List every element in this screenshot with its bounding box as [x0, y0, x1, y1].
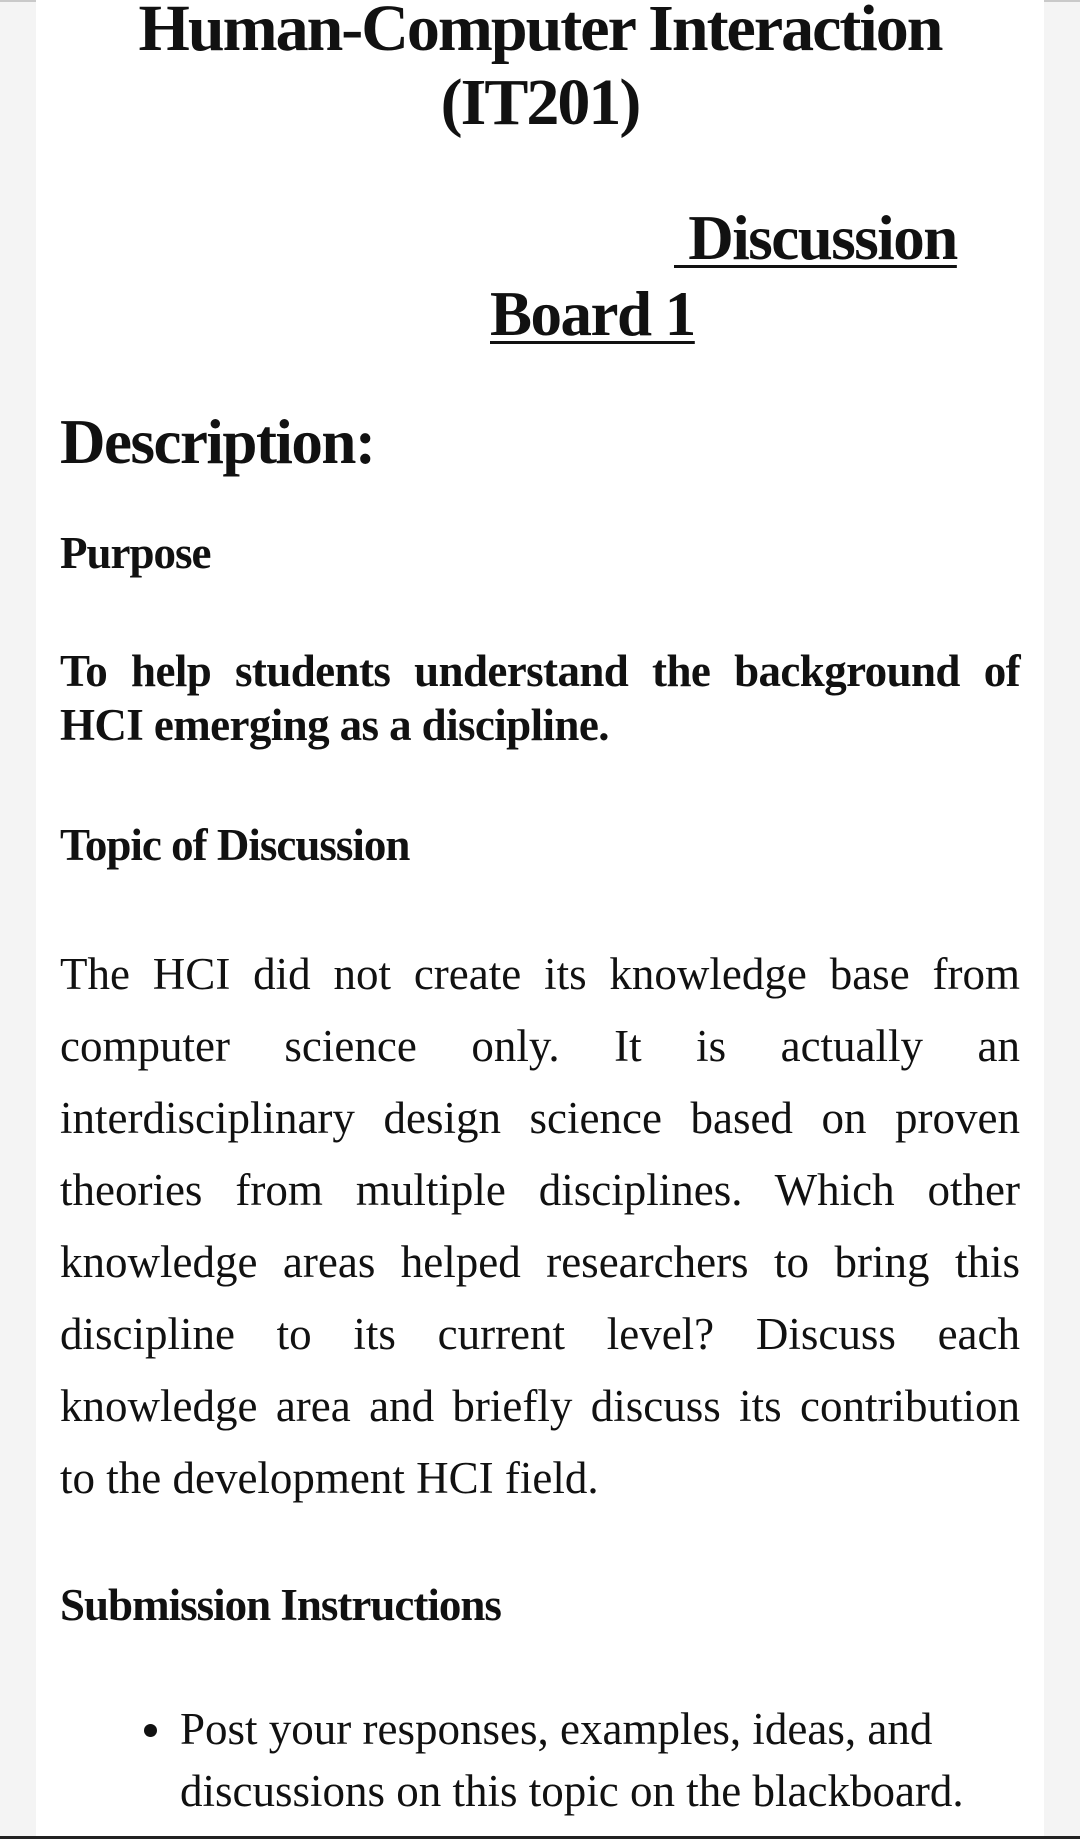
submission-heading: Submission Instructions — [60, 1580, 501, 1630]
subtitle-line-1: Discussion — [674, 203, 957, 273]
topic-text: The HCI did not create its knowledge base from computer science only. It is actually an interdisciplinary design science based on proven theories from multiple disciplines. Which other knowledge areas helped researchers to bring this discipline to its current level? Discuss each knowledge area and briefly discuss its contribution to the development HCI field. — [60, 949, 1020, 1503]
description-heading: Description: — [60, 407, 375, 477]
purpose-text: To help students understand the background of HCI emerging as a discipline. — [60, 646, 1020, 750]
title-line-1: Human-Computer Interaction — [138, 0, 942, 65]
list-item — [60, 1698, 1044, 1822]
instructions-list — [60, 1698, 1044, 1822]
document-subtitle — [490, 200, 990, 352]
document-page — [36, 0, 1044, 1839]
instruction-text: Post your responses, examples, ideas, and discussions on this topic on the blackboard. — [180, 1704, 964, 1816]
document-title — [36, 0, 1044, 140]
topic-heading: Topic of Discussion — [60, 820, 410, 870]
bullet-dot-icon — [144, 1724, 157, 1737]
purpose-heading: Purpose — [60, 528, 211, 578]
subtitle-line-2: Board 1 — [490, 279, 695, 349]
title-line-2: (IT201) — [440, 66, 640, 139]
